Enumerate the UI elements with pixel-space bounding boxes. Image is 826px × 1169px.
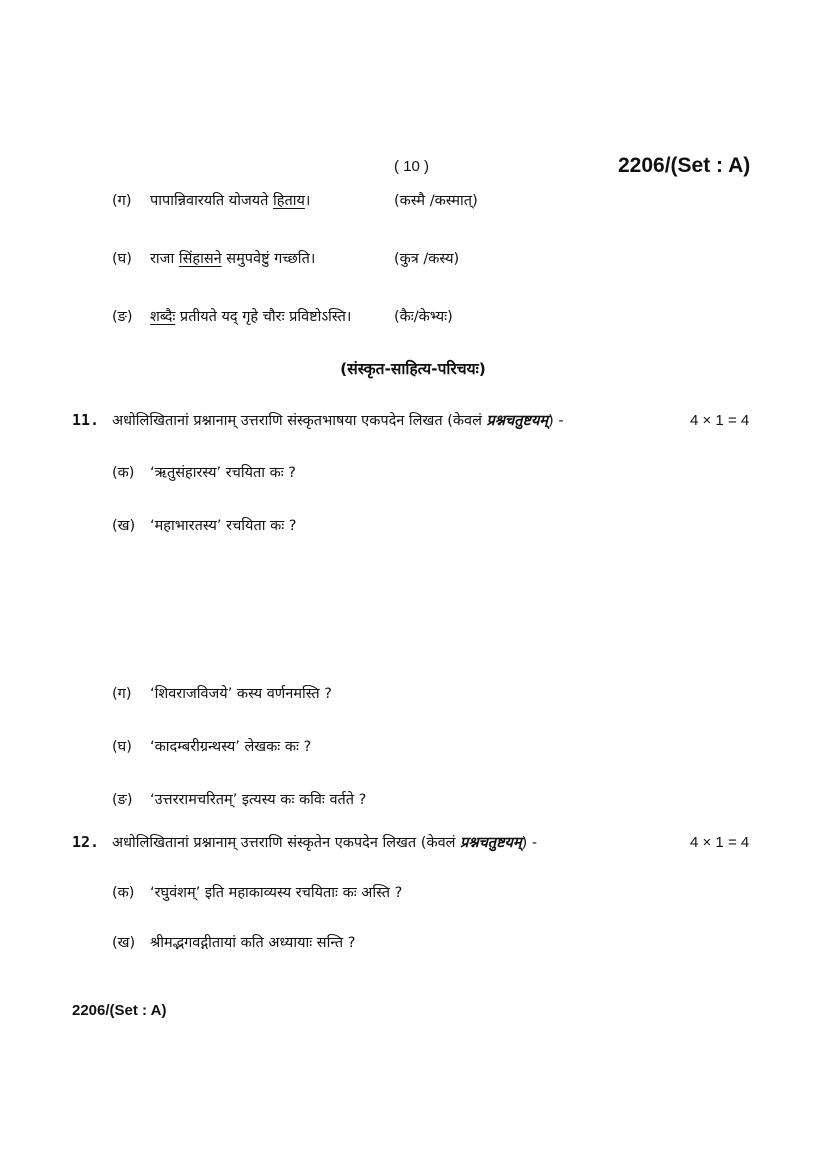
question-instruction: अधोलिखितानां प्रश्नानाम् उत्तराणि संस्कृतेन एकपदेन लिखत (केवलं प्रश्नचतुष्टयम्) - xyxy=(112,835,538,851)
question-number: 11. xyxy=(72,411,100,429)
q12-item-text: श्रीमद्भगवद्गीतायां कति अध्यायाः सन्ति ? xyxy=(150,935,356,951)
q10-item-label: (घ) xyxy=(112,251,132,267)
q11-item-label: (घ) xyxy=(112,739,132,755)
q10-item-sentence: शब्दैः प्रतीयते यद् गृहे चौरः प्रविष्टोऽस्ति। xyxy=(150,309,352,325)
q11-item-label: (क) xyxy=(112,465,135,481)
q11-item-text: ‘ऋतुसंहारस्य’ रचयिता कः ? xyxy=(150,465,297,481)
q10-item-label: (ङ) xyxy=(112,309,133,325)
underlined-word: सिंहासने xyxy=(178,251,222,267)
q11-item-text: ‘शिवराजविजये’ कस्य वर्णनमस्ति ? xyxy=(150,686,332,702)
q10-item-sentence: पापान्निवारयति योजयते हिताय। xyxy=(150,193,311,209)
paper-code: 2206/(Set : A) xyxy=(618,154,751,177)
q11-item-label: (ख) xyxy=(112,518,136,534)
underlined-word: हिताय xyxy=(273,193,305,209)
q10-item-options: (कस्मै /कस्मात्) xyxy=(394,193,478,209)
q12-item-label: (क) xyxy=(112,885,135,901)
q11-item-label: (ङ) xyxy=(112,792,133,808)
q11-item-text: ‘कादम्बरीग्रन्थस्य’ लेखकः कः ? xyxy=(150,739,312,755)
q12-item-label: (ख) xyxy=(112,935,136,951)
q10-item-label: (ग) xyxy=(112,193,132,209)
section-heading: (संस्कृत-साहित्य-परिचयः) xyxy=(340,360,486,378)
q11-item-label: (ग) xyxy=(112,686,132,702)
question-number: 12. xyxy=(72,833,100,851)
question-instruction: अधोलिखितानां प्रश्नानाम् उत्तराणि संस्कृतभाषया एकपदेन लिखत (केवलं प्रश्नचतुष्टयम्) - xyxy=(112,413,564,429)
q10-item-options: (कैः/केभ्यः) xyxy=(394,309,453,325)
footer-paper-code: 2206/(Set : A) xyxy=(72,1002,167,1019)
q10-item-sentence: राजा सिंहासने समुपवेष्टुं गच्छति। xyxy=(150,251,316,267)
emphasis-text: प्रश्नचतुष्टयम् xyxy=(486,413,549,429)
underlined-word: शब्दैः xyxy=(150,309,176,325)
question-marks: 4 × 1 = 4 xyxy=(690,834,750,851)
q11-item-text: ‘उत्तररामचरितम्’ इत्यस्य कः कविः वर्तते ? xyxy=(150,792,367,808)
emphasis-text: प्रश्नचतुष्टयम् xyxy=(460,835,522,851)
question-marks: 4 × 1 = 4 xyxy=(690,412,750,429)
page-number: ( 10 ) xyxy=(394,158,430,175)
q11-item-text: ‘महाभारतस्य’ रचयिता कः ? xyxy=(150,518,297,534)
q10-item-options: (कुत्र /कस्य) xyxy=(394,251,460,267)
q12-item-text: ‘रघुवंशम्’ इति महाकाव्यस्य रचयिताः कः अस्ति ? xyxy=(150,885,403,901)
